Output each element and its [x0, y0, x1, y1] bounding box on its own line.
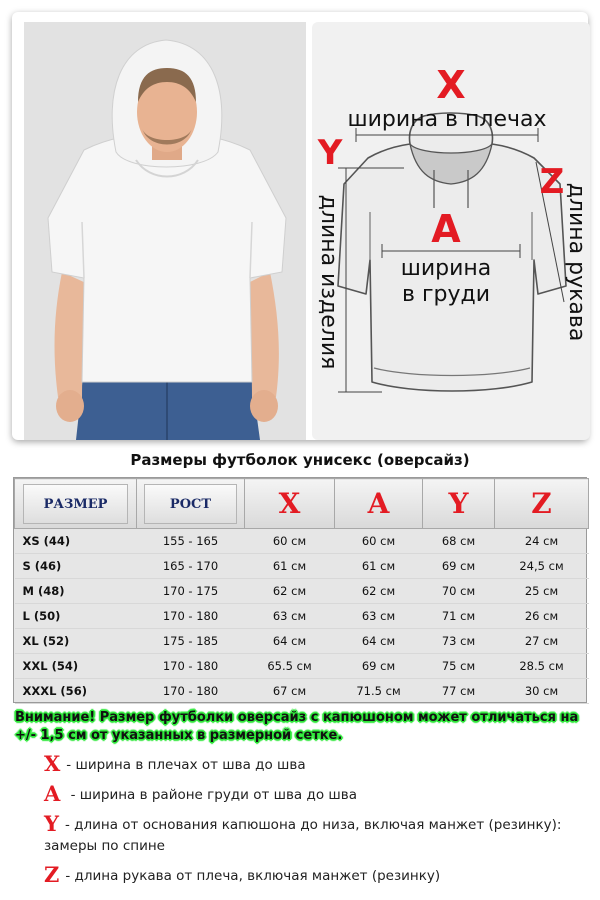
cell-a: 62 см	[335, 579, 423, 604]
cell-size: XL (52)	[15, 629, 137, 654]
model-illustration	[24, 22, 306, 440]
header-y: Y	[448, 486, 469, 520]
cell-height: 170 - 180	[137, 604, 245, 629]
legend-text-a: - ширина в районе груди от шва до шва	[66, 787, 357, 803]
diagram-letter-z: Z	[539, 162, 565, 202]
legend-item-y	[44, 813, 564, 857]
header-height: РОСТ	[144, 484, 236, 524]
cell-a: 60 см	[335, 529, 423, 554]
cell-z: 24 см	[495, 529, 589, 554]
product-image-card	[12, 12, 588, 440]
size-table-title: Размеры футболок унисекс (оверсайз)	[130, 451, 470, 469]
cell-x: 65.5 см	[245, 654, 335, 679]
cell-size: XXXL (56)	[15, 679, 137, 704]
diagram-label-x: ширина в плечах	[347, 107, 547, 132]
diagram-letter-y: Y	[317, 133, 343, 173]
diagram-label-z: длина рукава	[564, 182, 589, 342]
cell-a: 64 см	[335, 629, 423, 654]
cell-size: XXL (54)	[15, 654, 137, 679]
cell-y: 70 см	[423, 579, 495, 604]
table-row	[15, 654, 589, 679]
cell-a: 63 см	[335, 604, 423, 629]
cell-size: L (50)	[15, 604, 137, 629]
cell-x: 62 см	[245, 579, 335, 604]
diagram-label-a-line2: в груди	[401, 282, 491, 307]
table-row	[15, 604, 589, 629]
cell-height: 175 - 185	[137, 629, 245, 654]
header-a: A	[367, 486, 390, 520]
legend-item-x	[44, 753, 564, 776]
measurement-legend	[44, 753, 564, 894]
cell-height: 155 - 165	[137, 529, 245, 554]
legend-letter-z: Z	[44, 862, 60, 887]
cell-x: 64 см	[245, 629, 335, 654]
cell-y: 77 см	[423, 679, 495, 704]
cell-x: 63 см	[245, 604, 335, 629]
legend-item-z	[44, 864, 564, 887]
model-photo	[24, 22, 306, 440]
cell-y: 71 см	[423, 604, 495, 629]
header-x: X	[278, 486, 301, 520]
table-row	[15, 679, 589, 704]
cell-z: 27 см	[495, 629, 589, 654]
cell-size: S (46)	[15, 554, 137, 579]
cell-height: 170 - 180	[137, 679, 245, 704]
cell-y: 69 см	[423, 554, 495, 579]
legend-letter-x: X	[44, 751, 61, 776]
cell-z: 28.5 см	[495, 654, 589, 679]
diagram-label-y: длина изделия	[316, 194, 341, 370]
table-row	[15, 629, 589, 654]
legend-text-y: - длина от основания капюшона до низа, включая манжет (резинку): замеры по спине	[44, 817, 562, 854]
diagram-label-a-line1: ширина	[400, 256, 492, 281]
header-size: РАЗМЕР	[23, 484, 127, 524]
cell-height: 165 - 170	[137, 554, 245, 579]
cell-a: 71.5 см	[335, 679, 423, 704]
size-warning: Внимание! Размер футболки оверсайз с капюшоном может отличаться на +/- 1,5 см от указанных в размерной сетке.	[15, 710, 579, 743]
cell-a: 69 см	[335, 654, 423, 679]
cell-x: 61 см	[245, 554, 335, 579]
header-z: Z	[531, 486, 552, 520]
size-table-header-row	[15, 479, 589, 529]
legend-item-a	[44, 783, 564, 806]
cell-height: 170 - 175	[137, 579, 245, 604]
legend-letter-a: A	[44, 781, 61, 806]
cell-y: 68 см	[423, 529, 495, 554]
cell-y: 75 см	[423, 654, 495, 679]
cell-size: XS (44)	[15, 529, 137, 554]
size-table	[13, 477, 587, 703]
table-row	[15, 554, 589, 579]
cell-z: 25 см	[495, 579, 589, 604]
diagram-letter-x: X	[436, 63, 466, 107]
cell-size: M (48)	[15, 579, 137, 604]
cell-z: 30 см	[495, 679, 589, 704]
cell-a: 61 см	[335, 554, 423, 579]
cell-x: 60 см	[245, 529, 335, 554]
cell-z: 24,5 см	[495, 554, 589, 579]
measurement-diagram	[312, 22, 590, 440]
legend-letter-y: Y	[44, 811, 59, 836]
legend-text-z: - длина рукава от плеча, включая манжет (резинку)	[65, 868, 441, 884]
table-row	[15, 529, 589, 554]
cell-height: 170 - 180	[137, 654, 245, 679]
cell-y: 73 см	[423, 629, 495, 654]
table-row	[15, 579, 589, 604]
cell-x: 67 см	[245, 679, 335, 704]
tshirt-diagram	[312, 22, 590, 440]
legend-text-x: - ширина в плечах от шва до шва	[66, 757, 306, 773]
cell-z: 26 см	[495, 604, 589, 629]
diagram-letter-a: A	[431, 207, 461, 251]
